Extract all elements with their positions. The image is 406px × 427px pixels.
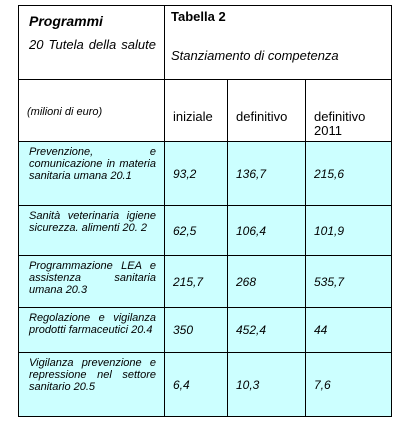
programmi-title: Programmi (29, 13, 103, 29)
row-label-cell (19, 353, 165, 417)
unit-label: (milioni di euro) (27, 106, 103, 118)
value: 106,4 (236, 223, 267, 238)
value-cell (165, 206, 228, 256)
value-cell (165, 142, 228, 206)
value: 93,2 (173, 166, 197, 181)
value-cell (228, 142, 306, 206)
unit-cell (19, 80, 165, 142)
value-cell (165, 353, 228, 417)
programmi-subtitle: 20 Tutela della salute (29, 37, 156, 52)
value: 215,6 (314, 166, 345, 181)
column-header (165, 80, 228, 142)
column-header-label: iniziale (173, 109, 213, 124)
row-label: Programmazione LEA e assistenza sanitaria umana 20.3 (29, 260, 156, 296)
row-label: Vigilanza prevenzione e repressione nel settore sanitario 20.5 (29, 357, 156, 393)
value: 535,7 (314, 274, 345, 289)
value-cell (165, 256, 228, 308)
column-header-label: definitivo 2011 (314, 109, 366, 138)
row-label-cell (19, 206, 165, 256)
row-label-cell (19, 308, 165, 353)
row-label: Prevenzione, e comunicazione in materia sanitaria umana 20.1 (29, 146, 156, 182)
stanziamento-label: Stanziamento di competenza (171, 48, 339, 63)
value: 6,4 (173, 377, 190, 392)
row-label: Sanità veterinaria igiene sicurezza. alimenti 20. 2 (29, 210, 156, 234)
value: 268 (236, 274, 257, 289)
value: 7,6 (314, 377, 331, 392)
value-cell (228, 353, 306, 417)
value-cell (306, 206, 392, 256)
value-cell (306, 142, 392, 206)
value-cell (306, 353, 392, 417)
budget-table (18, 5, 392, 417)
value-cell (228, 206, 306, 256)
value-cell (306, 256, 392, 308)
programmi-header-cell (19, 6, 165, 80)
value: 136,7 (236, 166, 267, 181)
value-cell (306, 308, 392, 353)
value: 10,3 (236, 377, 260, 392)
row-label-cell (19, 256, 165, 308)
table-row (19, 142, 392, 206)
table-row (19, 308, 392, 353)
column-header (228, 80, 306, 142)
column-header-label: definitivo (236, 109, 288, 124)
value: 215,7 (173, 274, 204, 289)
table-row (19, 353, 392, 417)
row-label-cell (19, 142, 165, 206)
value-cell (228, 308, 306, 353)
value: 350 (173, 323, 194, 337)
value: 452,4 (236, 323, 267, 337)
value-cell (165, 308, 228, 353)
row-label: Regolazione e vigilanza prodotti farmaceutici 20.4 (29, 312, 156, 336)
value: 101,9 (314, 223, 345, 238)
column-header (306, 80, 392, 142)
tabella-header-cell (165, 6, 392, 80)
table-row (19, 206, 392, 256)
tabella-title: Tabella 2 (171, 9, 226, 24)
value-cell (228, 256, 306, 308)
value: 62,5 (173, 223, 197, 238)
table-row (19, 256, 392, 308)
value: 44 (314, 323, 328, 337)
